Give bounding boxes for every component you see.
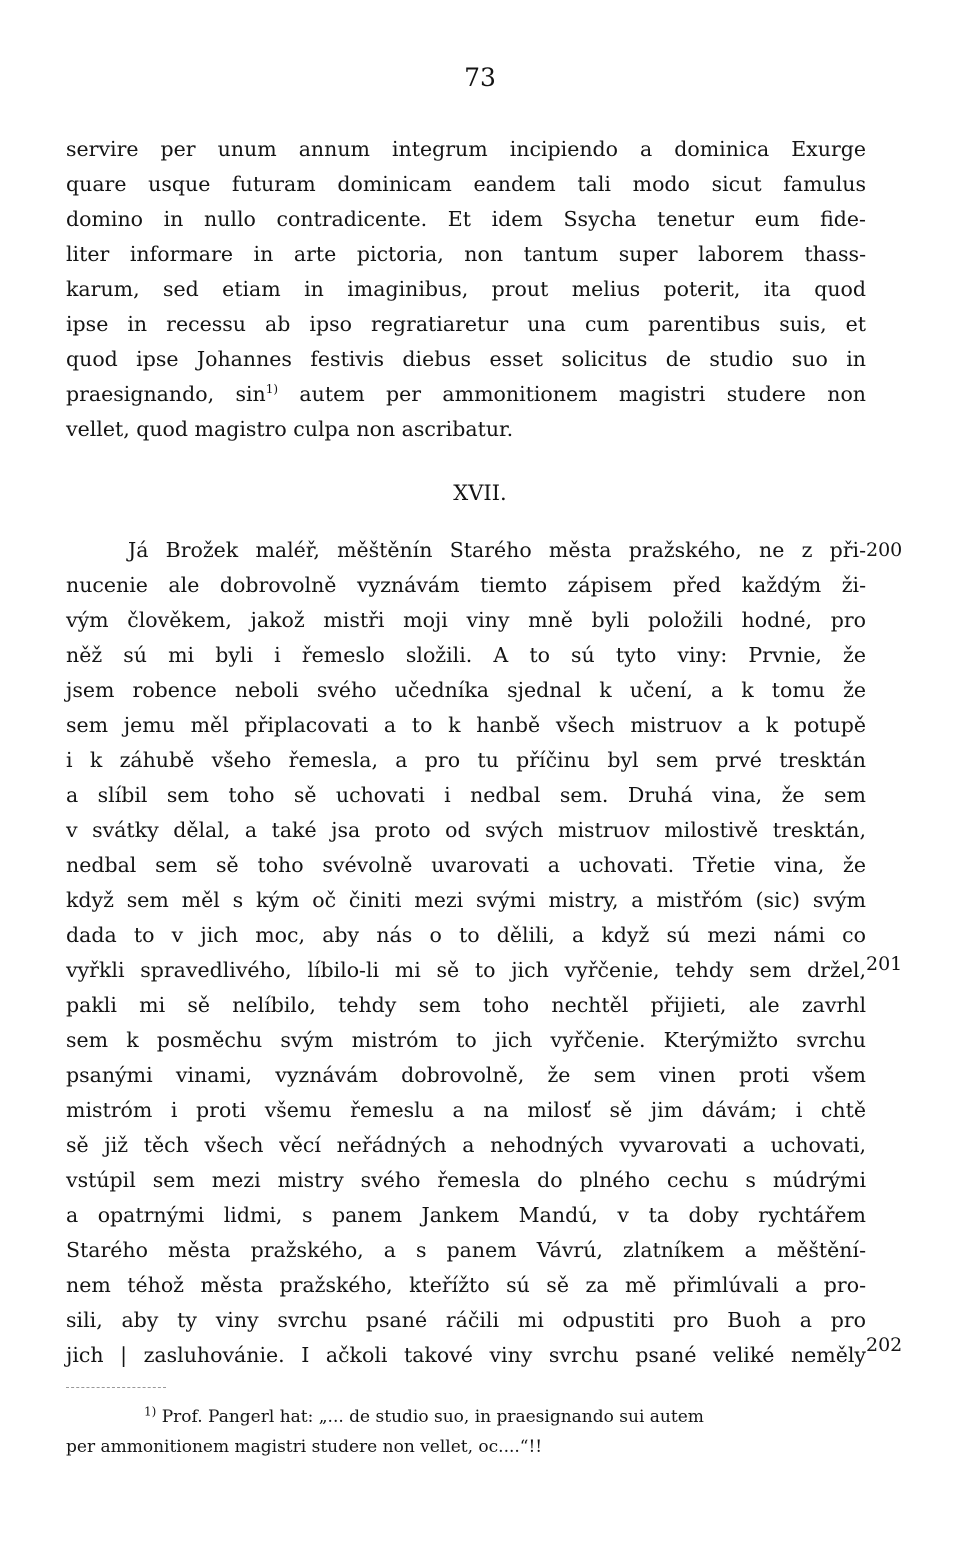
footnote-marker: 1): [144, 1404, 157, 1419]
text-line: mistróm i proti všemu řemeslu a na milosť sě jim dávám; i chtě: [66, 1098, 866, 1122]
margin-line-number: 200: [866, 539, 903, 561]
text-line: jich | zasluhovánie. I ačkoli takové viny svrchu psané veliké neměly: [66, 1343, 866, 1367]
text-line: quare usque futuram dominicam eandem tali modo sicut famulus: [66, 172, 866, 196]
margin-line-number: 201: [866, 953, 903, 975]
text-line: a opatrnými lidmi, s panem Jankem Mandú, v ta doby rychtářem: [66, 1203, 866, 1227]
text-line: psanými vinami, vyznávám dobrovolně, že sem vinen proti všem: [66, 1063, 866, 1087]
text-line: dada to v jich moc, aby nás o to dělili, a když sú mezi námi co: [66, 923, 866, 947]
text-line: vstúpil sem mezi mistry svého řemesla do plného cechu s múdrými: [66, 1168, 866, 1192]
text-line: quod ipse Johannes festivis diebus esset solicitus de studio suo in: [66, 347, 866, 371]
text-line: karum, sed etiam in imaginibus, prout melius poterit, ita quod: [66, 277, 866, 301]
text-line: sili, aby ty viny svrchu psané ráčili mi odpustiti pro Buoh a pro: [66, 1308, 866, 1332]
text-line: domino in nullo contradicente. Et idem Ssycha tenetur eum fide-: [66, 207, 866, 231]
text-line: vyřkli spravedlivého, líbilo-li mi sě to jich vyřčenie, tehdy sem držel,: [66, 958, 866, 982]
text-line: nem téhož města pražského, kteřížto sú sě za mě přimlúvali a pro-: [66, 1273, 866, 1297]
text-line: jsem robence neboli svého učedníka sjednal k učení, a k tomu že: [66, 678, 866, 702]
text-line: a slíbil sem toho sě uchovati i nedbal sem. Druhá vina, že sem: [66, 783, 866, 807]
text-line: nucenie ale dobrovolně vyznávám tiemto zápisem před každým ži-: [66, 573, 866, 597]
footnote: [66, 1402, 866, 1462]
text-line: Starého města pražského, a s panem Vávrú, zlatníkem a měštění-: [66, 1238, 866, 1262]
footnote-line: per ammonitionem magistri studere non vellet, oc....“!!: [66, 1437, 543, 1457]
text-line: něž sú mi byli i řemeslo složili. A to sú tyto viny: Prvnie, že: [66, 643, 866, 667]
text-fragment: praesignando, sin: [66, 382, 266, 406]
text-line: sě již těch všech věcí neřádných a nehodných vyvarovati a uchovati,: [66, 1133, 866, 1157]
text-line: servire per unum annum integrum incipiendo a dominica Exurge: [66, 137, 866, 161]
text-line: liter informare in arte pictoria, non tantum super laborem thass-: [66, 242, 866, 266]
text-line-with-footnote-ref: [66, 377, 866, 412]
text-line: ipse in recessu ab ipso regratiaretur una cum parentibus suis, et: [66, 312, 866, 336]
text-fragment: autem per ammonitionem magistri studere non: [278, 382, 866, 406]
czech-paragraph: [66, 533, 866, 1373]
latin-paragraph: [66, 132, 866, 447]
text-line: sem jemu měl připlacovati a to k hanbě všech mistruov a k potupě: [66, 713, 866, 737]
text-line: Já Brožek maléř, měštěnín Starého města pražského, ne z při-: [128, 538, 866, 562]
text-line: i k záhubě všeho řemesla, a pro tu příčinu byl sem prvé tresktán: [66, 748, 866, 772]
section-heading: XVII.: [453, 481, 507, 505]
margin-line-number: 202: [866, 1334, 903, 1356]
page-number: 73: [464, 63, 496, 92]
footnote-text: Prof. Pangerl hat: „... de studio suo, in praesignando sui autem: [156, 1407, 704, 1427]
text-line: vellet, quod magistro culpa non ascribatur.: [66, 417, 514, 441]
text-line: v svátky dělal, a také jsa proto od svých mistruov milostivě tresktán,: [66, 818, 866, 842]
footnote-reference[interactable]: 1): [265, 382, 279, 397]
text-line: když sem měl s kým oč činiti mezi svými mistry, a mistřóm (sic) svým: [66, 888, 866, 912]
footnote-line: [66, 1402, 866, 1432]
text-line: pakli mi sě nelíbilo, tehdy sem toho nechtěl přijieti, ale zavrhl: [66, 993, 866, 1017]
text-line: vým člověkem, jakož mistři moji viny mně byli položili hodné, pro: [66, 608, 866, 632]
text-line: sem k posměchu svým mistróm to jich vyřčenie. Kterýmižto svrchu: [66, 1028, 866, 1052]
text-line: nedbal sem sě toho svévolně uvarovati a uchovati. Třetie vina, že: [66, 853, 866, 877]
footnote-divider: [66, 1387, 166, 1388]
